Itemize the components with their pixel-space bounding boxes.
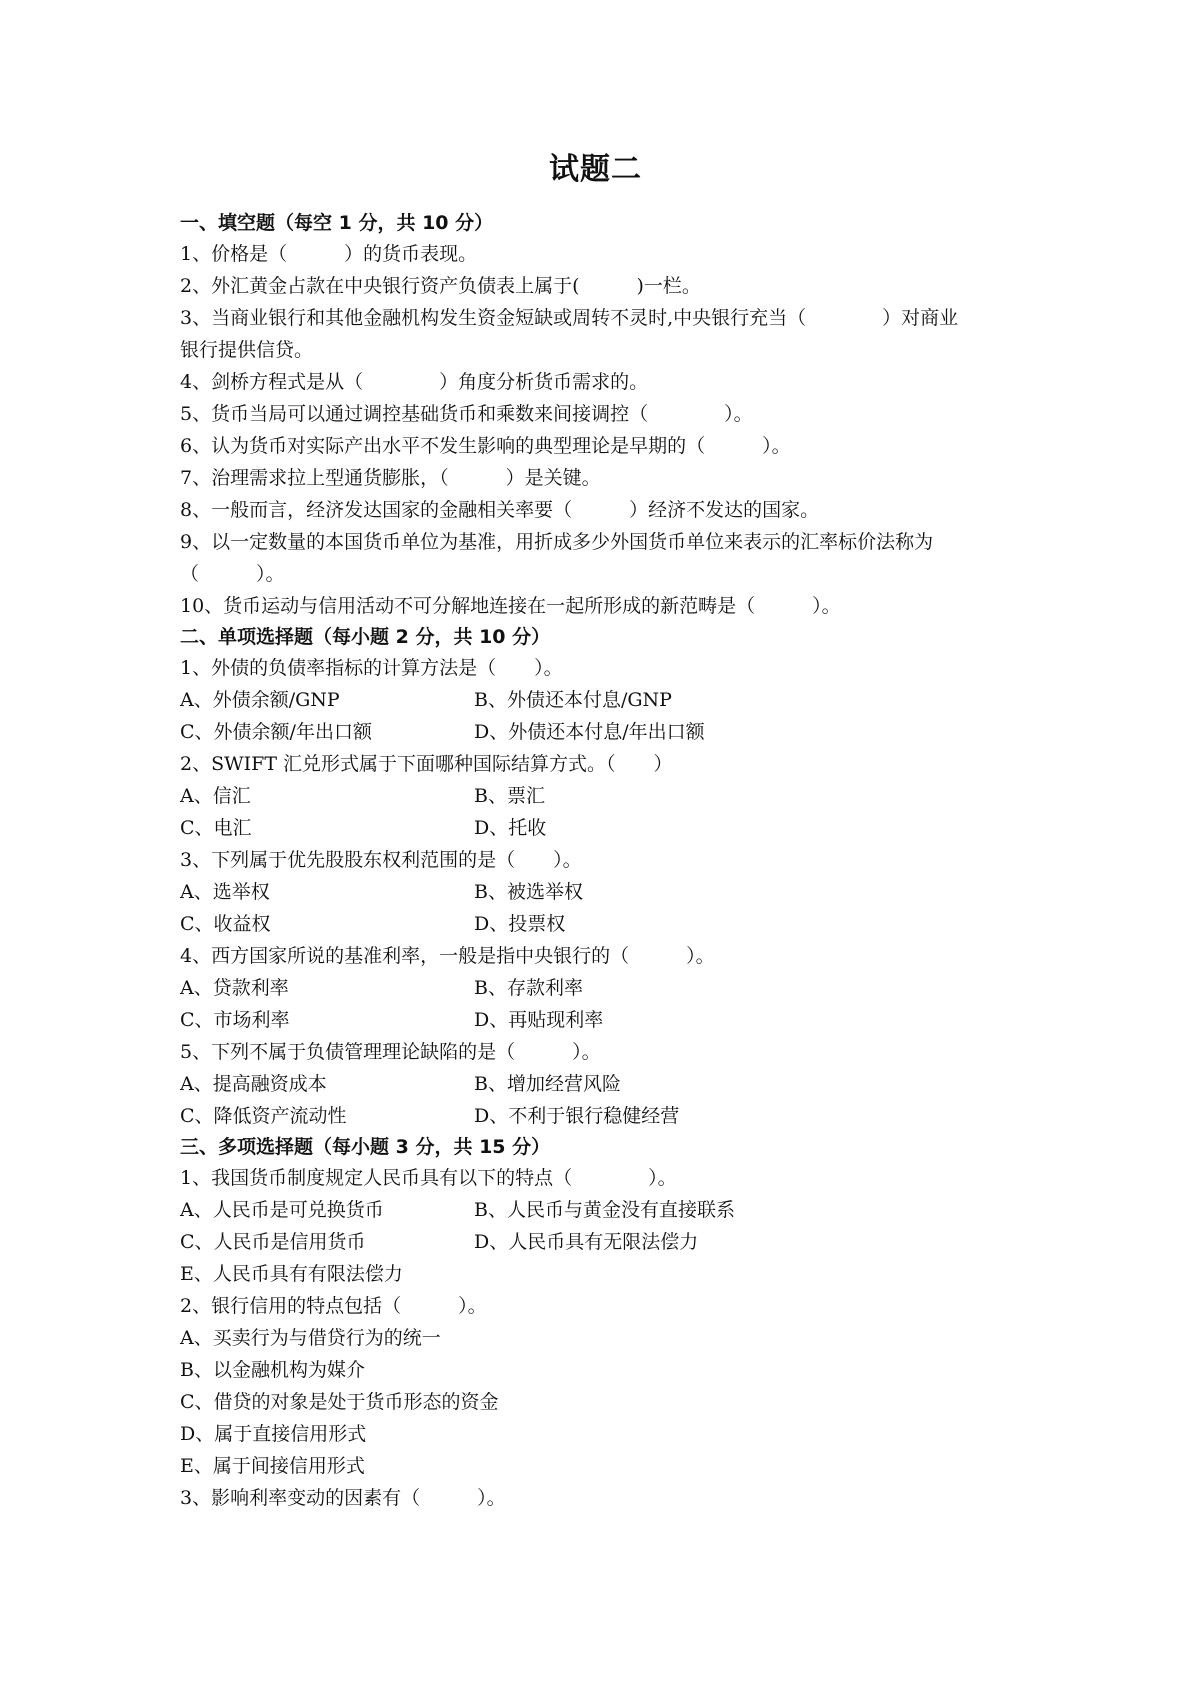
question-text: 4、西方国家所说的基准利率，一般是指中央银行的（ ）。 (180, 945, 715, 967)
question-text: 9、以一定数量的本国货币单位为基准，用折成多少外国货币单位来表示的汇率标价法称为 (180, 531, 934, 553)
question-text: 3、下列属于优先股股东权利范围的是（ ）。 (180, 849, 582, 871)
question-text: 2、外汇黄金占款在中央银行资产负债表上属于( )一栏。 (180, 275, 701, 297)
question-text: 1、我国货币制度规定人民币具有以下的特点（ ）。 (180, 1167, 677, 1189)
option-d: D、属于直接信用形式 (180, 1423, 367, 1445)
option-d: D、人民币具有无限法偿力 (474, 1231, 699, 1253)
question-text: 1、价格是（ ）的货币表现。 (180, 243, 478, 265)
question-text: 6、认为货币对实际产出水平不发生影响的典型理论是早期的（ ）。 (180, 435, 791, 457)
question-text: 4、剑桥方程式是从（ ）角度分析货币需求的。 (180, 371, 649, 393)
option-row (180, 1226, 1020, 1258)
option-a: A、提高融资成本 (180, 1073, 327, 1095)
page-title: 试题二 (549, 152, 642, 187)
section-heading-single-choice: 二、单项选择题（每小题 2 分，共 10 分） (180, 626, 551, 648)
option-c: C、收益权 (180, 913, 271, 935)
option-row (180, 908, 1020, 940)
option-row (180, 1100, 1020, 1132)
option-row (180, 876, 1020, 908)
option-c: C、外债余额/年出口额 (180, 721, 372, 743)
option-row (180, 1068, 1020, 1100)
question-text: 3、当商业银行和其他金融机构发生资金短缺或周转不灵时,中央银行充当（ ）对商业 (180, 307, 959, 329)
option-d: D、外债还本付息/年出口额 (474, 721, 705, 743)
option-a: A、外债余额/GNP (180, 689, 340, 711)
question-text: 8、一般而言，经济发达国家的金融相关率要（ ）经济不发达的国家。 (180, 499, 820, 521)
option-b: B、外债还本付息/GNP (474, 689, 672, 711)
question-text: 2、银行信用的特点包括（ ）。 (180, 1295, 487, 1317)
section-heading-multiple-choice: 三、多项选择题（每小题 3 分，共 15 分） (180, 1136, 551, 1158)
option-row (180, 1194, 1020, 1226)
option-b: B、以金融机构为媒介 (180, 1359, 365, 1381)
option-d: D、再贴现利率 (474, 1009, 604, 1031)
question-text-continued: （ ）。 (180, 563, 285, 585)
option-d: D、托收 (474, 817, 547, 839)
section-heading-fill-blank: 一、填空题（每空 1 分，共 10 分） (180, 212, 494, 234)
option-d: D、不利于银行稳健经营 (474, 1105, 680, 1127)
option-row (180, 684, 1020, 716)
option-row (180, 716, 1020, 748)
option-b: B、票汇 (474, 785, 545, 807)
option-b: B、被选举权 (474, 881, 583, 903)
option-row (180, 812, 1020, 844)
option-e: E、人民币具有有限法偿力 (180, 1263, 403, 1285)
option-b: B、人民币与黄金没有直接联系 (474, 1199, 735, 1221)
question-text: 3、影响利率变动的因素有（ ）。 (180, 1487, 506, 1509)
option-c: C、电汇 (180, 817, 252, 839)
question-text: 5、下列不属于负债管理理论缺陷的是（ ）。 (180, 1041, 601, 1063)
option-row (180, 780, 1020, 812)
option-c: C、人民币是信用货币 (180, 1231, 366, 1253)
question-text: 5、货币当局可以通过调控基础货币和乘数来间接调控（ ）。 (180, 403, 753, 425)
option-e: E、属于间接信用形式 (180, 1455, 365, 1477)
option-row (180, 972, 1020, 1004)
option-c: C、借贷的对象是处于货币形态的资金 (180, 1391, 499, 1413)
option-a: A、贷款利率 (180, 977, 289, 999)
option-c: C、市场利率 (180, 1009, 290, 1031)
option-b: B、增加经营风险 (474, 1073, 621, 1095)
question-text: 10、货币运动与信用活动不可分解地连接在一起所形成的新范畴是（ ）。 (180, 595, 841, 617)
option-a: A、选举权 (180, 881, 270, 903)
question-text-continued: 银行提供信贷。 (180, 339, 314, 361)
question-text: 7、治理需求拉上型通货膨胀，（ ）是关键。 (180, 467, 601, 489)
option-d: D、投票权 (474, 913, 566, 935)
option-a: A、信汇 (180, 785, 251, 807)
option-a: A、人民币是可兑换货币 (180, 1199, 384, 1221)
question-text: 2、SWIFT 汇兑形式属于下面哪种国际结算方式。（ ） (180, 753, 673, 775)
question-text: 1、外债的负债率指标的计算方法是（ ）。 (180, 657, 563, 679)
exam-content (180, 208, 1020, 1514)
option-c: C、降低资产流动性 (180, 1105, 347, 1127)
option-b: B、存款利率 (474, 977, 583, 999)
option-row (180, 1004, 1020, 1036)
option-a: A、买卖行为与借贷行为的统一 (180, 1327, 441, 1349)
